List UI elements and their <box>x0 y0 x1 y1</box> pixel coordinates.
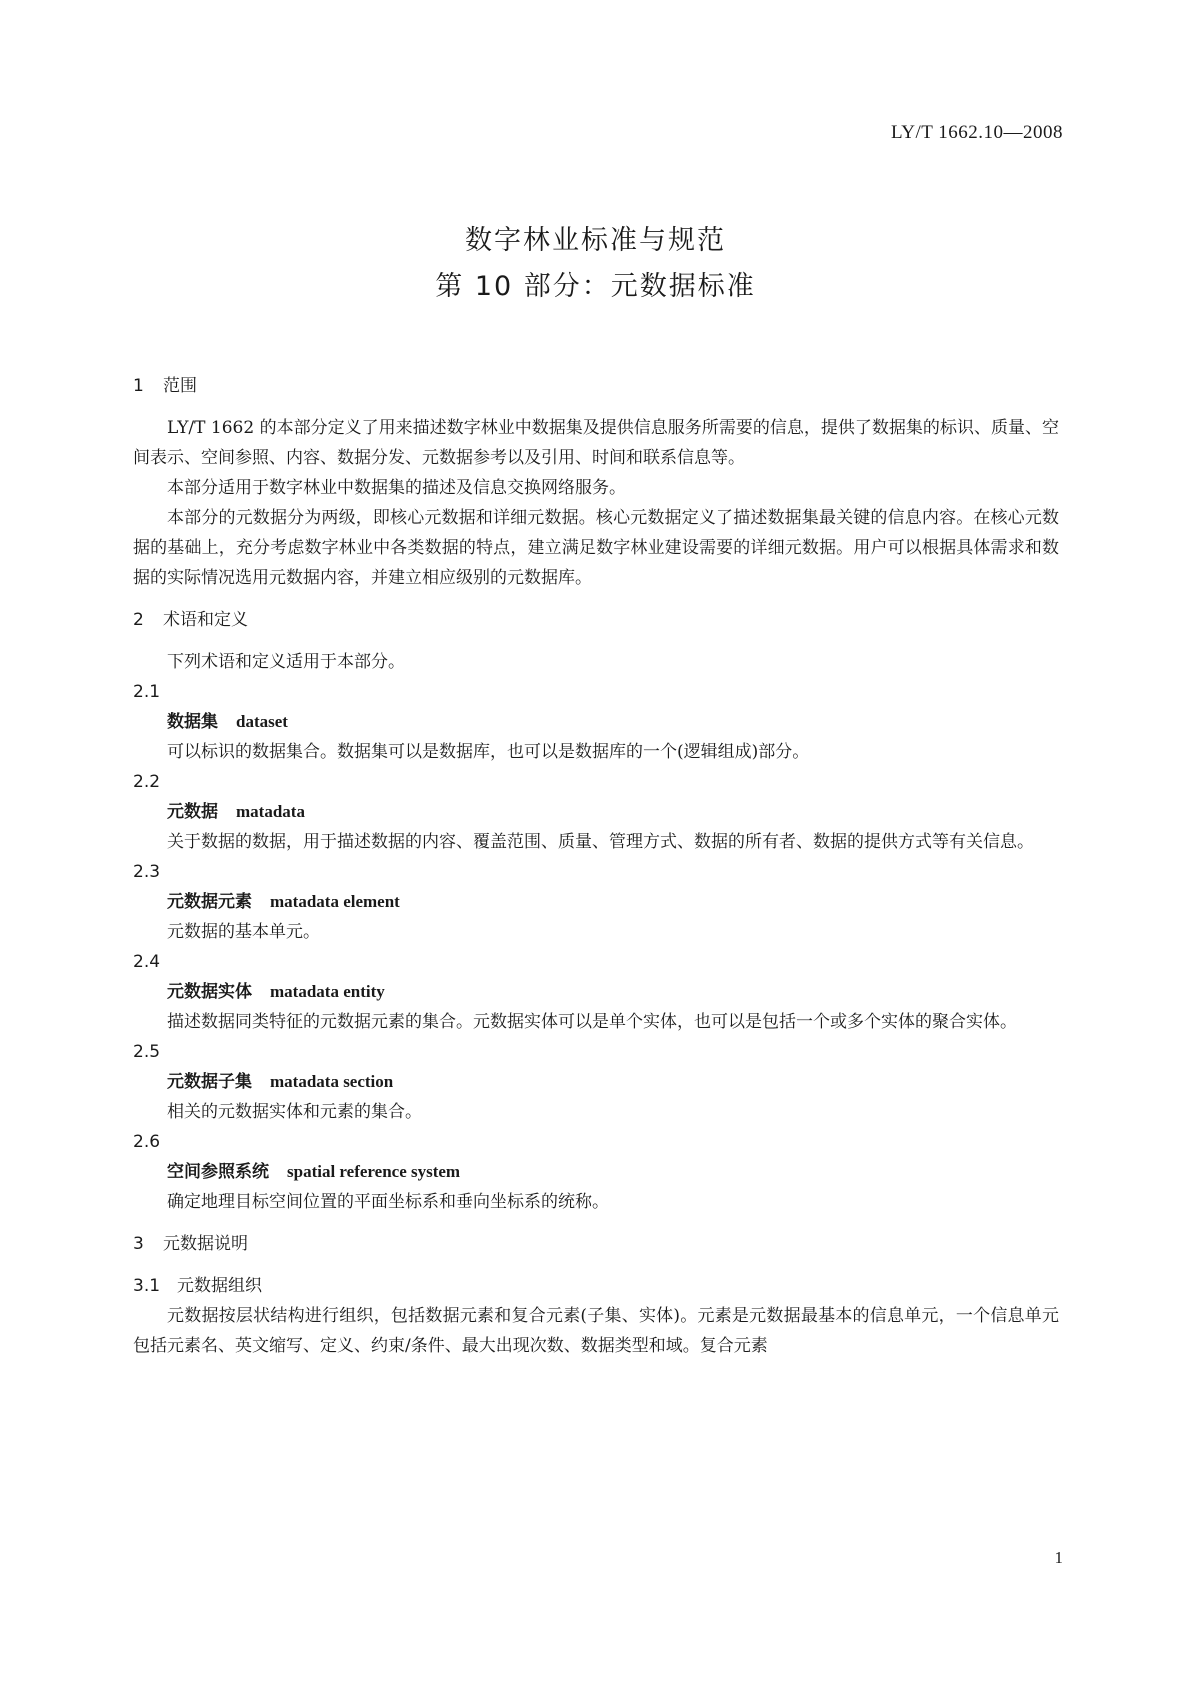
term-title <box>133 887 1059 917</box>
term-en: spatial reference system <box>287 1162 461 1181</box>
section-heading-terms <box>133 605 1059 635</box>
document-title <box>0 218 1191 310</box>
term-entry <box>133 857 1059 947</box>
term-entry <box>133 677 1059 767</box>
paragraph: 本部分的元数据分为两级，即核心元数据和详细元数据。核心元数据定义了描述数据集最关键的信息内容。在核心元数据的基础上，充分考虑数字林业中各类数据的特点，建立满足数字林业建设需要的详细元数据。用户可以根据具体需求和数据的实际情况选用元数据内容，并建立相应级别的元数据库。 <box>133 508 1059 588</box>
section-title: 元数据说明 <box>163 1234 248 1254</box>
title-line-2: 第 10 部分：元数据标准 <box>435 271 756 302</box>
document-body <box>133 371 1059 1361</box>
section-number: 3 <box>133 1234 144 1254</box>
term-entry <box>133 767 1059 857</box>
section-title: 范围 <box>163 376 197 396</box>
term-entry <box>133 947 1059 1037</box>
paragraph: LY/T 1662 的本部分定义了用来描述数字林业中数据集及提供信息服务所需要的信息，提供了数据集的标识、质量、空间表示、空间参照、内容、数据分发、元数据参考以及引用、时间和联系信息等。 <box>133 418 1059 468</box>
term-zh: 数据集 <box>167 712 218 732</box>
term-definition: 关于数据的数据，用于描述数据的内容、覆盖范围、质量、管理方式、数据的所有者、数据的提供方式等有关信息。 <box>167 832 1034 852</box>
term-zh: 元数据实体 <box>167 982 252 1002</box>
term-entry <box>133 1037 1059 1127</box>
term-zh: 元数据 <box>167 802 218 822</box>
term-title <box>133 977 1059 1007</box>
term-title <box>133 1157 1059 1187</box>
term-title <box>133 1067 1059 1097</box>
section-title: 术语和定义 <box>163 610 248 630</box>
clause-number: 2.6 <box>133 1132 161 1152</box>
term-en: matadata section <box>270 1072 394 1091</box>
term-en: matadata entity <box>270 982 385 1001</box>
section-number: 2 <box>133 610 144 630</box>
standard-code: LY/T 1662.10—2008 <box>891 122 1063 143</box>
clause-number: 2.3 <box>133 862 161 882</box>
clause-number: 2.4 <box>133 952 161 972</box>
term-entry <box>133 1127 1059 1217</box>
term-title <box>133 707 1059 737</box>
term-en: dataset <box>236 712 288 731</box>
subsection-title: 元数据组织 <box>177 1276 262 1296</box>
paragraph: 下列术语和定义适用于本部分。 <box>167 652 405 672</box>
subsection-number: 3.1 <box>133 1276 161 1296</box>
title-line-1: 数字林业标准与规范 <box>465 225 726 256</box>
term-definition: 元数据的基本单元。 <box>167 922 320 942</box>
term-definition: 可以标识的数据集合。数据集可以是数据库，也可以是数据库的一个(逻辑组成)部分。 <box>167 742 810 762</box>
term-en: matadata <box>236 802 305 821</box>
term-definition: 描述数据同类特征的元数据元素的集合。元数据实体可以是单个实体，也可以是包括一个或多个实体的聚合实体。 <box>167 1012 1017 1032</box>
term-title <box>133 797 1059 827</box>
clause-number: 2.2 <box>133 772 161 792</box>
term-zh: 元数据子集 <box>167 1072 252 1092</box>
section-number: 1 <box>133 376 144 396</box>
page-number: 1 <box>1054 1548 1063 1567</box>
paragraph: 本部分适用于数字林业中数据集的描述及信息交换网络服务。 <box>167 478 626 498</box>
term-zh: 空间参照系统 <box>167 1162 269 1182</box>
term-definition: 相关的元数据实体和元素的集合。 <box>167 1102 422 1122</box>
section-heading-metadata <box>133 1229 1059 1259</box>
term-zh: 元数据元素 <box>167 892 252 912</box>
paragraph: 元数据按层状结构进行组织，包括数据元素和复合元素(子集、实体)。元素是元数据最基本的信息单元，一个信息单元包括元素名、英文缩写、定义、约束/条件、最大出现次数、数据类型和域。复合元素 <box>133 1306 1059 1356</box>
term-definition: 确定地理目标空间位置的平面坐标系和垂向坐标系的统称。 <box>167 1192 609 1212</box>
clause-number: 2.1 <box>133 682 161 702</box>
subsection-heading <box>133 1271 1059 1301</box>
section-heading-scope <box>133 371 1059 401</box>
clause-number: 2.5 <box>133 1042 161 1062</box>
term-en: matadata element <box>270 892 400 911</box>
